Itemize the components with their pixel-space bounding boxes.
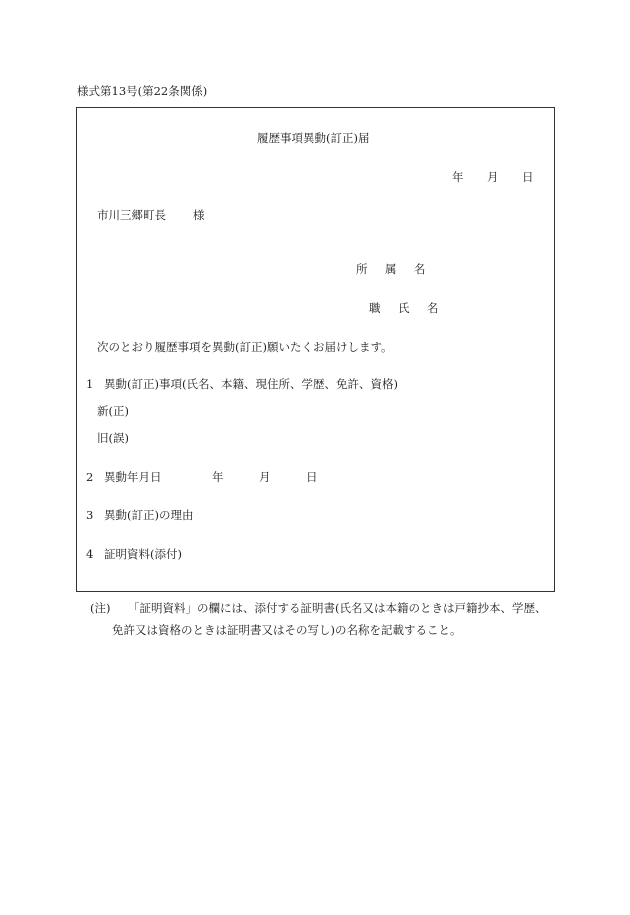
item4-label: 証明資料(添付) [104, 547, 182, 561]
item2-month-label: 月 [259, 470, 271, 484]
form-title: 履歴事項異動(訂正)届 [257, 131, 370, 145]
item1-label: 異動(訂正)事項(氏名、本籍、現住所、学歴、免許、資格) [104, 377, 398, 391]
item3-label: 異動(訂正)の理由 [104, 508, 194, 522]
item4-number: 4 [86, 547, 94, 561]
date-year-label: 年 [452, 170, 464, 184]
title-name-label: 職 氏 名 [369, 301, 446, 315]
item2-number: 2 [86, 470, 94, 484]
item2-year-label: 年 [212, 470, 224, 484]
item1-number: 1 [86, 377, 94, 391]
addressee-name: 市川三郷町長 [97, 208, 166, 222]
addressee-honorific: 様 [193, 208, 205, 222]
date-day-label: 日 [522, 170, 534, 184]
form-number: 様式第13号(第22条関係) [77, 84, 208, 98]
note-marker: (注) [90, 601, 111, 615]
item2-label: 異動年月日 [104, 470, 162, 484]
affiliation-label: 所 属 名 [356, 262, 433, 276]
item1-old-label: 旧(誤) [97, 431, 129, 445]
note-line-1: 「証明資料」の欄には、添付する証明書(氏名又は本籍のときは戸籍抄本、学歴、 [128, 601, 547, 615]
item2-day-label: 日 [306, 470, 318, 484]
item3-number: 3 [86, 508, 94, 522]
date-month-label: 月 [487, 170, 499, 184]
note-line-2: 免許又は資格のときは証明書又はその写し)の名称を記載すること。 [112, 623, 462, 637]
intro-text: 次のとおり履歴事項を異動(訂正)願いたくお届けします。 [97, 340, 393, 354]
item1-new-label: 新(正) [97, 404, 129, 418]
